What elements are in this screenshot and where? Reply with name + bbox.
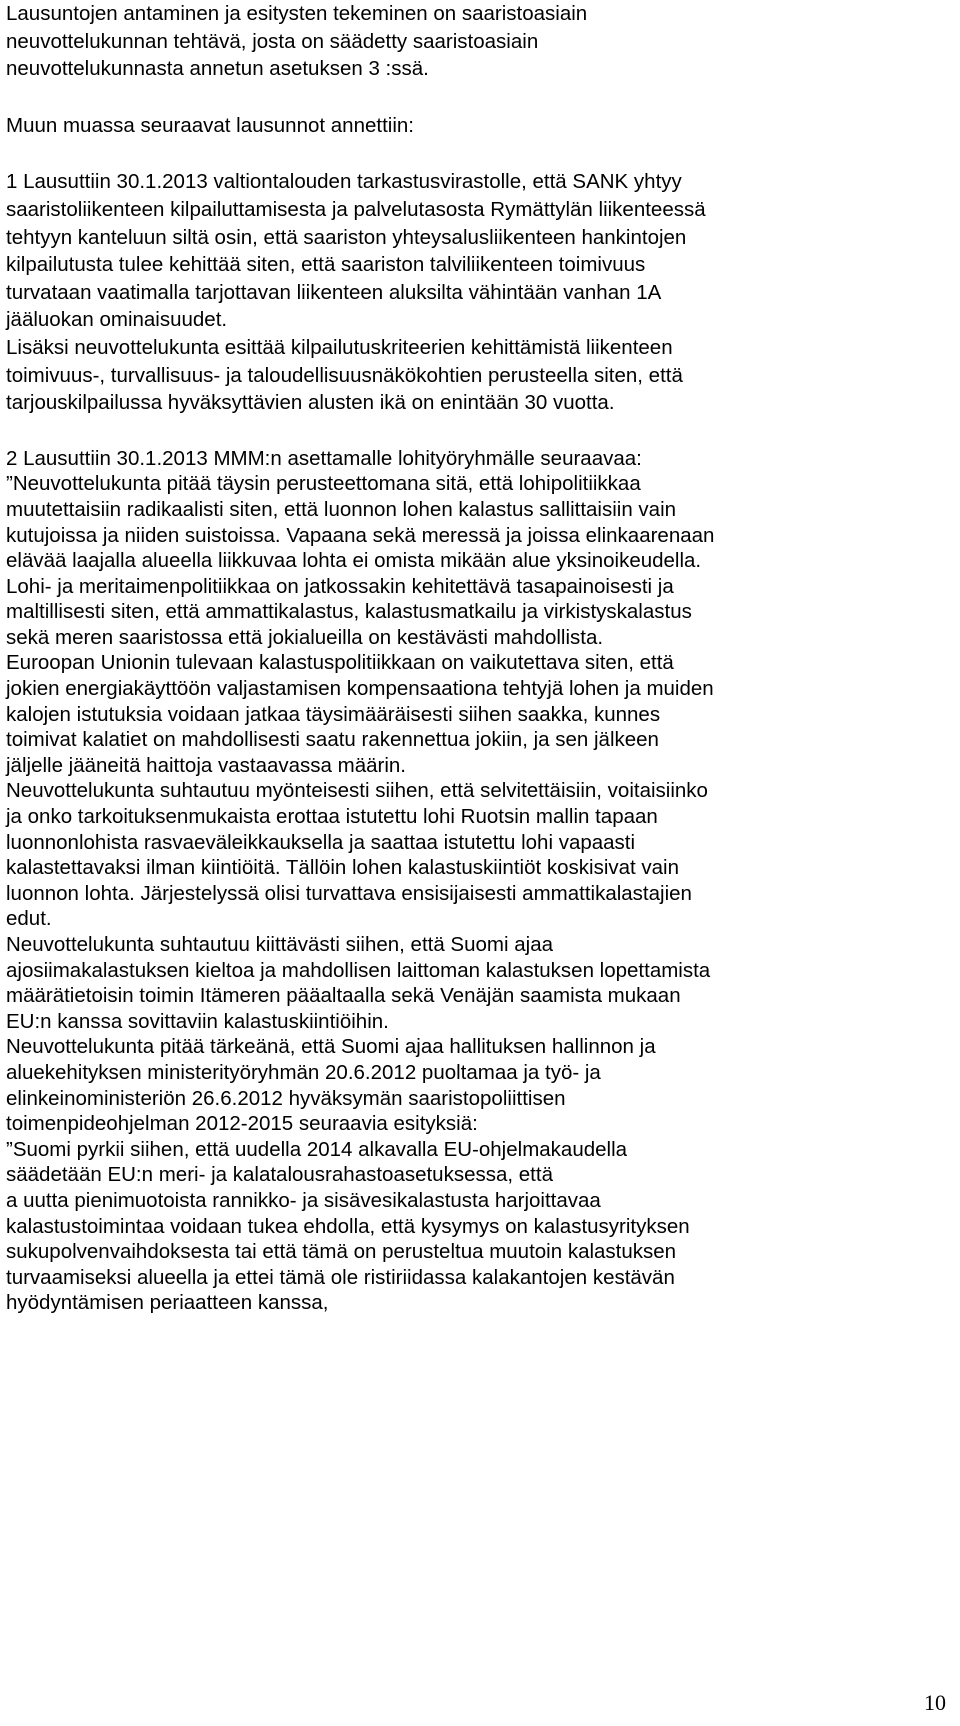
- paragraph-spacer: [6, 417, 946, 446]
- text-line: kalojen istutuksia voidaan jatkaa täysimääräisesti siihen saakka, kunnes: [6, 702, 661, 726]
- text-line: tehtyyn kanteluun siltä osin, että saariston yhteysalusliikenteen hankintojen: [6, 225, 687, 249]
- text-line: neuvottelukunnan tehtävä, josta on säädetty saaristoasiain: [6, 29, 539, 53]
- text-line: säädetään EU:n meri- ja kalatalousrahastoasetuksessa, että: [6, 1163, 553, 1187]
- text-line: jääluokan ominaisuudet.: [6, 308, 228, 332]
- text-line: aluekehityksen ministerityöryhmän 20.6.2012 puoltamaa ja työ- ja: [6, 1060, 601, 1084]
- text-line: 1 Lausuttiin 30.1.2013 valtiontalouden tarkastusvirastolle, että SANK yhtyy: [6, 170, 682, 194]
- text-line: maltillisesti siten, että ammattikalastus, kalastusmatkailu ja virkistyskalastus: [6, 600, 692, 624]
- text-line: ”Neuvottelukunta pitää täysin perusteettomana sitä, että lohipolitiikkaa: [6, 472, 641, 496]
- intro-paragraph: [6, 0, 946, 83]
- text-line: toimivat kalatiet on mahdollisesti saatu rakennettua jokiin, ja sen jälkeen: [6, 728, 659, 752]
- text-line: edut.: [6, 907, 52, 931]
- text-line: kilpailutusta tulee kehittää siten, että saariston talviliikenteen toimivuus: [6, 253, 646, 277]
- text-line: toimenpideohjelman 2012-2015 seuraavia esityksiä:: [6, 1112, 478, 1136]
- text-line: tarjouskilpailussa hyväksyttävien alusten ikä on enintään 30 vuotta.: [6, 391, 615, 415]
- text-line: elävää laajalla alueella liikkuvaa lohta ei omista mikään alue yksinoikeudella.: [6, 549, 702, 573]
- text-line: turvaamiseksi alueella ja ettei tämä ole ristiriidassa kalakantojen kestävän: [6, 1265, 675, 1289]
- text-line: Lisäksi neuvottelukunta esittää kilpailutuskriteerien kehittämistä liikenteen: [6, 335, 673, 359]
- paragraph-spacer: [6, 83, 946, 112]
- text-line: Neuvottelukunta suhtautuu kiittävästi siihen, että Suomi ajaa: [6, 933, 553, 956]
- text-line: kutujoissa ja niiden suistoissa. Vapaana sekä meressä ja joissa elinkaarenaan: [6, 523, 715, 547]
- text-line: neuvottelukunnasta annetun asetuksen 3 :ssä.: [6, 57, 429, 81]
- text-line: ajosiimakalastuksen kieltoa ja mahdollisen laittoman kalastuksen lopettamista: [6, 958, 711, 982]
- text-line: luonnonlohista rasvaeväleikkauksella ja saattaa istutettu lohi vapaasti: [6, 830, 636, 854]
- text-line: Muun muassa seuraavat lausunnot annettiin:: [6, 113, 414, 137]
- text-line: Lohi- ja meritaimenpolitiikkaa on jatkossakin kehitettävä tasapainoisesti ja: [6, 574, 674, 598]
- text-line: ”Suomi pyrkii siihen, että uudella 2014 alkavalla EU-ohjelmakaudella: [6, 1137, 628, 1161]
- text-line: Lausuntojen antaminen ja esitysten tekeminen on saaristoasiain: [6, 2, 588, 25]
- text-line: ja onko tarkoituksenmukaista erottaa istutettu lohi Ruotsin mallin tapaan: [6, 805, 658, 829]
- statement-2: [6, 446, 946, 1316]
- text-line: sekä meren saaristossa että jokialueilla on kestävästi mahdollista.: [6, 625, 604, 649]
- text-line: saaristoliikenteen kilpailuttamisesta ja palvelutasosta Rymättylän liikenteessä: [6, 197, 706, 221]
- text-line: turvataan vaatimalla tarjottavan liikenteen aluksilta vähintään vanhan 1A: [6, 280, 662, 304]
- text-line: Neuvottelukunta suhtautuu myönteisesti siihen, että selvitettäisiin, voitaisiinko: [6, 779, 708, 803]
- text-line: hyödyntämisen periaatteen kanssa,: [6, 1291, 329, 1315]
- text-line: luonnon lohta. Järjestelyssä olisi turvattava ensisijaisesti ammattikalastajien: [6, 881, 692, 905]
- statements-heading: [6, 112, 946, 140]
- text-line: määrätietoisin toimin Itämeren pääaltaalla sekä Venäjän saamista mukaan: [6, 984, 681, 1008]
- text-line: Euroopan Unionin tulevaan kalastuspolitiikkaan on vaikutettava siten, että: [6, 651, 674, 675]
- statement-1: [6, 168, 946, 416]
- text-line: toimivuus-, turvallisuus- ja taloudellisuusnäkökohtien perusteella siten, että: [6, 363, 683, 387]
- text-line: kalastustoimintaa voidaan tukea ehdolla, että kysymys on kalastusyrityksen: [6, 1214, 690, 1238]
- text-line: muutettaisiin radikaalisti siten, että luonnon lohen kalastus sallittaisiin vain: [6, 497, 677, 521]
- text-line: a uutta pienimuotoista rannikko- ja sisävesikalastusta harjoittavaa: [6, 1188, 601, 1212]
- text-line: sukupolvenvaihdoksesta tai että tämä on perusteltua muutoin kalastuksen: [6, 1240, 677, 1264]
- page-number: 10: [924, 1690, 946, 1715]
- text-line: kalastettavaksi ilman kiintiöitä. Tällöin lohen kalastuskiintiöt koskisivat vain: [6, 856, 680, 880]
- text-line: EU:n kanssa sovittaviin kalastuskiintiöihin.: [6, 1009, 389, 1033]
- text-line: 2 Lausuttiin 30.1.2013 MMM:n asettamalle lohityöryhmälle seuraavaa:: [6, 446, 642, 470]
- text-line: Neuvottelukunta pitää tärkeänä, että Suomi ajaa hallituksen hallinnon ja: [6, 1035, 656, 1059]
- document-page: [6, 0, 946, 1316]
- text-line: elinkeinoministeriön 26.6.2012 hyväksymän saaristopoliittisen: [6, 1086, 566, 1110]
- text-line: jokien energiakäyttöön valjastamisen kompensaationa tehtyjä lohen ja muiden: [6, 677, 714, 701]
- paragraph-spacer: [6, 139, 946, 168]
- text-line: jäljelle jääneitä haittoja vastaavassa määrin.: [6, 753, 406, 777]
